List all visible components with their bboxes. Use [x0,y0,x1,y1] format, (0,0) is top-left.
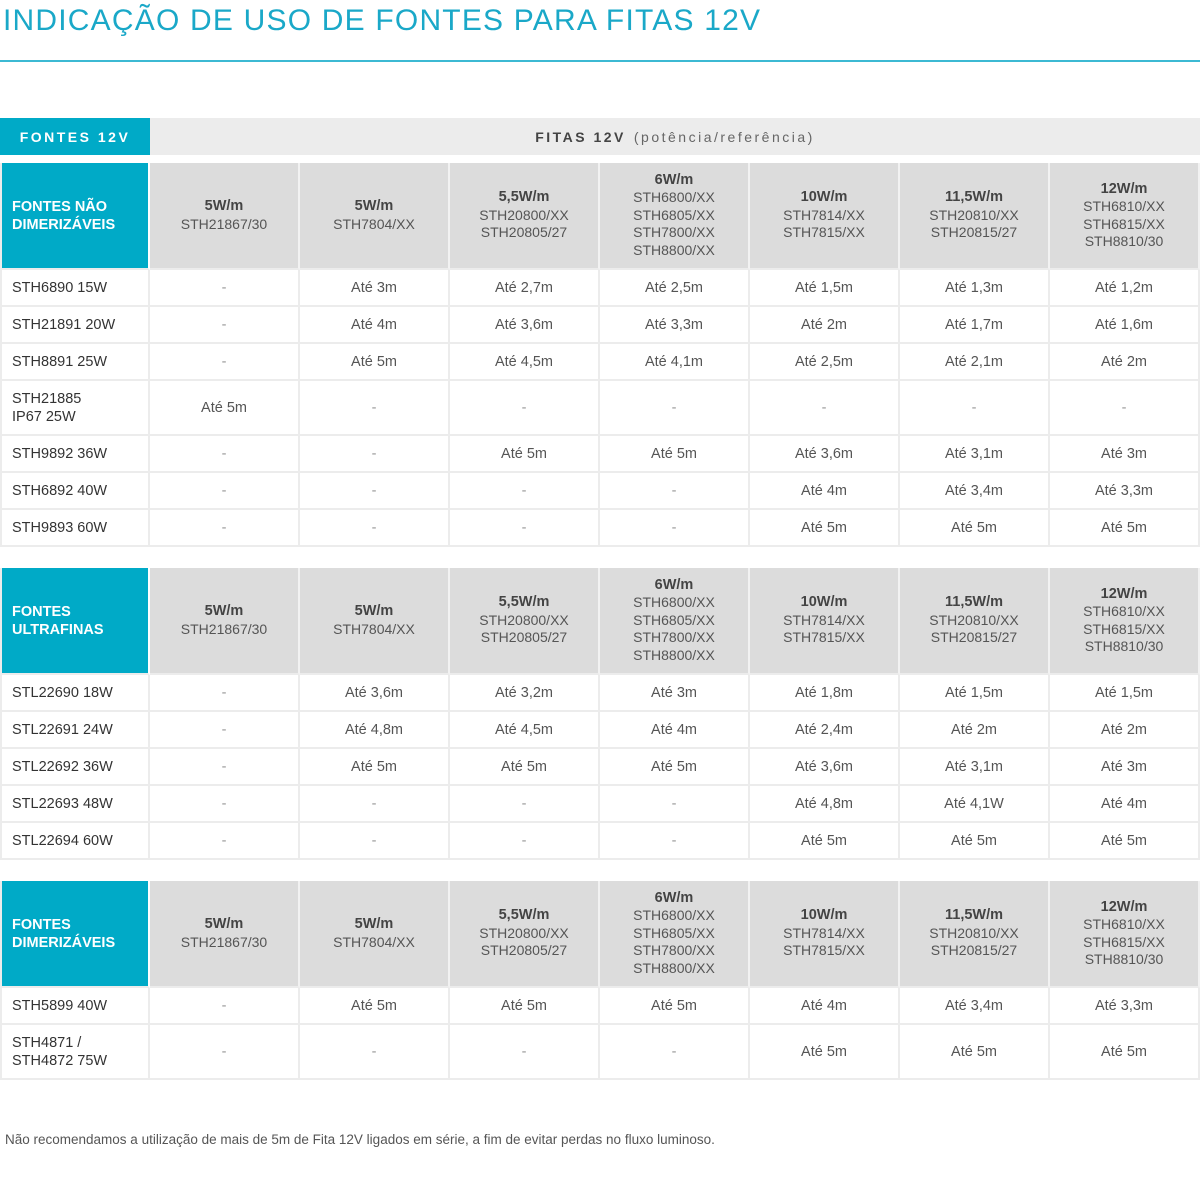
max-length-cell: Até 2,1m [900,344,1050,381]
column-power: 11,5W/m [944,189,1004,206]
table-row [0,749,1200,786]
column-reference: STH7814/XX [783,924,865,941]
power-supply-name: STL22693 48W [0,786,150,823]
max-length-cell: Até 4,8m [300,712,450,749]
max-length-cell: Até 2,5m [600,270,750,307]
title-divider [0,60,1200,62]
column-reference: STH7800/XX [633,224,715,241]
max-length-cell: Até 5m [750,823,900,860]
column-reference: STH7815/XX [783,224,865,241]
max-length-cell: Até 3m [1050,749,1200,786]
column-header [900,163,1050,270]
column-reference: STH21867/30 [180,215,268,232]
column-header [300,881,450,988]
column-header [450,163,600,270]
table-row [0,510,1200,547]
max-length-cell: Até 4m [600,712,750,749]
power-supply-name: STH6890 15W [0,270,150,307]
column-header [150,568,300,675]
column-reference: STH20805/27 [480,629,568,646]
column-reference: STH20815/27 [930,224,1018,241]
max-length-cell: Até 3,1m [900,749,1050,786]
max-length-cell: - [150,307,300,344]
column-header [750,568,900,675]
power-supply-name: STH21891 20W [0,307,150,344]
power-supply-name: STH6892 40W [0,473,150,510]
max-length-cell: Até 3,6m [300,675,450,712]
max-length-cell: Até 4,1m [600,344,750,381]
power-supply-name: STH4871 / STH4872 75W [0,1025,150,1080]
max-length-cell: - [300,473,450,510]
max-length-cell: Até 3,6m [450,307,600,344]
table-row [0,344,1200,381]
column-reference: STH6800/XX [633,594,715,611]
max-length-cell: - [600,786,750,823]
max-length-cell: - [150,436,300,473]
column-reference: STH20810/XX [929,611,1019,628]
fitas-header-sublabel: (potência/referência) [633,128,815,145]
max-length-cell: Até 1,2m [1050,270,1200,307]
fitas-header [150,118,1200,155]
column-reference: STH21867/30 [180,620,268,637]
column-header [600,163,750,270]
table-row [0,436,1200,473]
max-length-cell: Até 3,1m [900,436,1050,473]
column-reference: STH8810/30 [1084,638,1164,654]
max-length-cell: Até 3,6m [750,749,900,786]
max-length-cell: Até 5m [300,344,450,381]
max-length-cell: Até 1,7m [900,307,1050,344]
max-length-cell: - [300,381,450,436]
column-power: 6W/m [654,171,694,188]
column-power: 5W/m [354,916,394,932]
max-length-cell: - [600,381,750,436]
column-reference: STH6800/XX [633,189,715,206]
max-length-cell: Até 5m [450,988,600,1025]
max-length-cell: Até 1,5m [1050,675,1200,712]
column-reference: STH7800/XX [633,629,715,646]
max-length-cell: Até 2,4m [750,712,900,749]
column-power: 10W/m [800,907,848,924]
max-length-cell: Até 5m [1050,823,1200,860]
max-length-cell: Até 5m [300,749,450,786]
max-length-cell: Até 5m [900,1025,1050,1080]
max-length-cell: - [1050,381,1200,436]
table-row [0,307,1200,344]
column-reference: STH21867/30 [180,933,268,950]
max-length-cell: - [150,712,300,749]
column-reference: STH7814/XX [783,611,865,628]
column-reference: STH20810/XX [929,924,1019,941]
column-power: 5W/m [354,198,394,214]
compatibility-table [0,568,1200,860]
column-reference: STH7804/XX [333,215,415,232]
max-length-cell: Até 5m [1050,510,1200,547]
column-reference: STH8800/XX [633,646,715,663]
max-length-cell: Até 2m [750,307,900,344]
compatibility-table [0,881,1200,1080]
column-power: 12W/m [1100,898,1148,915]
max-length-cell: Até 4m [300,307,450,344]
column-header [450,568,600,675]
column-reference: STH20800/XX [479,924,569,941]
column-reference: STH8810/30 [1084,233,1164,249]
max-length-cell: Até 4m [750,473,900,510]
table-row [0,675,1200,712]
max-length-cell: - [450,1025,600,1080]
column-power: 10W/m [800,189,848,206]
column-reference: STH20810/XX [929,206,1019,223]
column-power: 12W/m [1100,180,1148,197]
column-header [600,881,750,988]
max-length-cell: Até 1,3m [900,270,1050,307]
column-reference: STH20805/27 [480,224,568,241]
compatibility-table [0,163,1200,547]
power-supply-name: STL22690 18W [0,675,150,712]
max-length-cell: Até 4,8m [750,786,900,823]
max-length-cell: - [450,510,600,547]
max-length-cell: Até 5m [450,436,600,473]
table-row [0,473,1200,510]
max-length-cell: - [150,823,300,860]
column-reference: STH6815/XX [1083,933,1165,950]
max-length-cell: - [150,510,300,547]
max-length-cell: Até 4m [750,988,900,1025]
column-reference: STH6805/XX [633,206,715,223]
max-length-cell: - [900,381,1050,436]
max-length-cell: - [450,473,600,510]
column-header [450,881,600,988]
max-length-cell: Até 5m [750,1025,900,1080]
column-power: 11,5W/m [944,907,1004,924]
power-supply-name: STL22692 36W [0,749,150,786]
power-supply-name: STH21885 IP67 25W [0,381,150,436]
max-length-cell: - [150,344,300,381]
column-reference: STH8800/XX [633,241,715,258]
max-length-cell: Até 5m [900,510,1050,547]
column-reference: STH20800/XX [479,206,569,223]
max-length-cell: Até 4m [1050,786,1200,823]
max-length-cell: Até 2,5m [750,344,900,381]
column-header [300,163,450,270]
column-reference: STH6810/XX [1083,916,1165,932]
column-reference: STH8810/30 [1084,951,1164,967]
column-power: 5W/m [204,198,244,214]
column-header [750,163,900,270]
column-reference: STH20815/27 [930,942,1018,959]
max-length-cell: Até 5m [750,510,900,547]
max-length-cell: - [150,473,300,510]
max-length-cell: Até 3m [600,675,750,712]
column-header [750,881,900,988]
table-row [0,712,1200,749]
column-header [900,881,1050,988]
max-length-cell: - [300,786,450,823]
max-length-cell: - [150,675,300,712]
column-reference: STH20800/XX [479,611,569,628]
column-reference: STH20815/27 [930,629,1018,646]
max-length-cell: - [750,381,900,436]
column-power: 6W/m [654,576,694,593]
max-length-cell: Até 3,4m [900,473,1050,510]
power-supply-name: STL22691 24W [0,712,150,749]
column-header [600,568,750,675]
max-length-cell: - [600,510,750,547]
table-row [0,270,1200,307]
group-label: FONTES ULTRAFINAS [0,568,150,675]
max-length-cell: - [150,988,300,1025]
power-supply-name: STH9892 36W [0,436,150,473]
group-label: FONTES DIMERIZÁVEIS [0,881,150,988]
column-power: 5W/m [354,603,394,619]
column-reference: STH8800/XX [633,959,715,976]
max-length-cell: Até 2m [1050,344,1200,381]
max-length-cell: - [300,1025,450,1080]
max-length-cell: Até 3m [1050,436,1200,473]
column-reference: STH6810/XX [1083,198,1165,214]
column-reference: STH6800/XX [633,907,715,924]
max-length-cell: - [450,381,600,436]
max-length-cell: Até 3,6m [750,436,900,473]
column-header [1050,568,1200,675]
footnote: Não recomendamos a utilização de mais de 5m de Fita 12V ligados em série, a fim de evitar perdas no fluxo luminoso. [5,1132,715,1147]
power-supply-name: STL22694 60W [0,823,150,860]
column-reference: STH20805/27 [480,942,568,959]
max-length-cell: Até 1,5m [750,270,900,307]
group-label: FONTES NÃO DIMERIZÁVEIS [0,163,150,270]
column-reference: STH7815/XX [783,629,865,646]
column-reference: STH6815/XX [1083,620,1165,637]
max-length-cell: - [450,823,600,860]
max-length-cell: Até 4,1W [900,786,1050,823]
column-power: 5W/m [204,916,244,932]
max-length-cell: Até 5m [600,436,750,473]
max-length-cell: Até 5m [450,749,600,786]
column-reference: STH6805/XX [633,611,715,628]
max-length-cell: Até 3m [300,270,450,307]
max-length-cell: - [300,436,450,473]
table-row [0,988,1200,1025]
column-header [1050,881,1200,988]
max-length-cell: - [600,1025,750,1080]
column-header [300,568,450,675]
column-power: 11,5W/m [944,594,1004,611]
max-length-cell: - [150,270,300,307]
column-header [900,568,1050,675]
column-power: 10W/m [800,594,848,611]
column-power: 5,5W/m [498,594,550,611]
max-length-cell: Até 3,3m [1050,473,1200,510]
column-header [150,881,300,988]
column-power: 5,5W/m [498,189,550,206]
max-length-cell: Até 5m [600,749,750,786]
column-reference: STH7804/XX [333,933,415,950]
power-supply-name: STH9893 60W [0,510,150,547]
max-length-cell: - [150,749,300,786]
table-row [0,381,1200,436]
column-reference: STH6815/XX [1083,215,1165,232]
max-length-cell: - [300,823,450,860]
column-reference: STH6810/XX [1083,603,1165,619]
max-length-cell: - [450,786,600,823]
max-length-cell: Até 3,2m [450,675,600,712]
max-length-cell: Até 2m [900,712,1050,749]
column-reference: STH7800/XX [633,942,715,959]
power-supply-name: STH5899 40W [0,988,150,1025]
max-length-cell: Até 5m [600,988,750,1025]
column-reference: STH7804/XX [333,620,415,637]
max-length-cell: - [150,1025,300,1080]
column-power: 5W/m [204,603,244,619]
table-super-header [0,118,1200,155]
table-row [0,786,1200,823]
max-length-cell: Até 4,5m [450,344,600,381]
max-length-cell: Até 3,3m [1050,988,1200,1025]
column-reference: STH7814/XX [783,206,865,223]
column-header [150,163,300,270]
max-length-cell: Até 5m [150,381,300,436]
max-length-cell: - [600,823,750,860]
max-length-cell: Até 3,4m [900,988,1050,1025]
fontes-header-label: FONTES 12V [0,118,150,155]
table-row [0,823,1200,860]
max-length-cell: Até 3,3m [600,307,750,344]
column-power: 12W/m [1100,585,1148,602]
max-length-cell: - [150,786,300,823]
column-header [1050,163,1200,270]
fitas-header-label: FITAS 12V [535,128,626,145]
max-length-cell: Até 5m [300,988,450,1025]
max-length-cell: Até 1,5m [900,675,1050,712]
max-length-cell: Até 1,8m [750,675,900,712]
max-length-cell: Até 4,5m [450,712,600,749]
max-length-cell: - [300,510,450,547]
column-reference: STH7815/XX [783,942,865,959]
max-length-cell: Até 2m [1050,712,1200,749]
table-row [0,1025,1200,1080]
column-power: 5,5W/m [498,907,550,924]
page-title: INDICAÇÃO DE USO DE FONTES PARA FITAS 12V [3,4,762,37]
column-reference: STH6805/XX [633,924,715,941]
max-length-cell: Até 2,7m [450,270,600,307]
column-power: 6W/m [654,889,694,906]
max-length-cell: - [600,473,750,510]
max-length-cell: Até 5m [900,823,1050,860]
power-supply-name: STH8891 25W [0,344,150,381]
max-length-cell: Até 5m [1050,1025,1200,1080]
max-length-cell: Até 1,6m [1050,307,1200,344]
